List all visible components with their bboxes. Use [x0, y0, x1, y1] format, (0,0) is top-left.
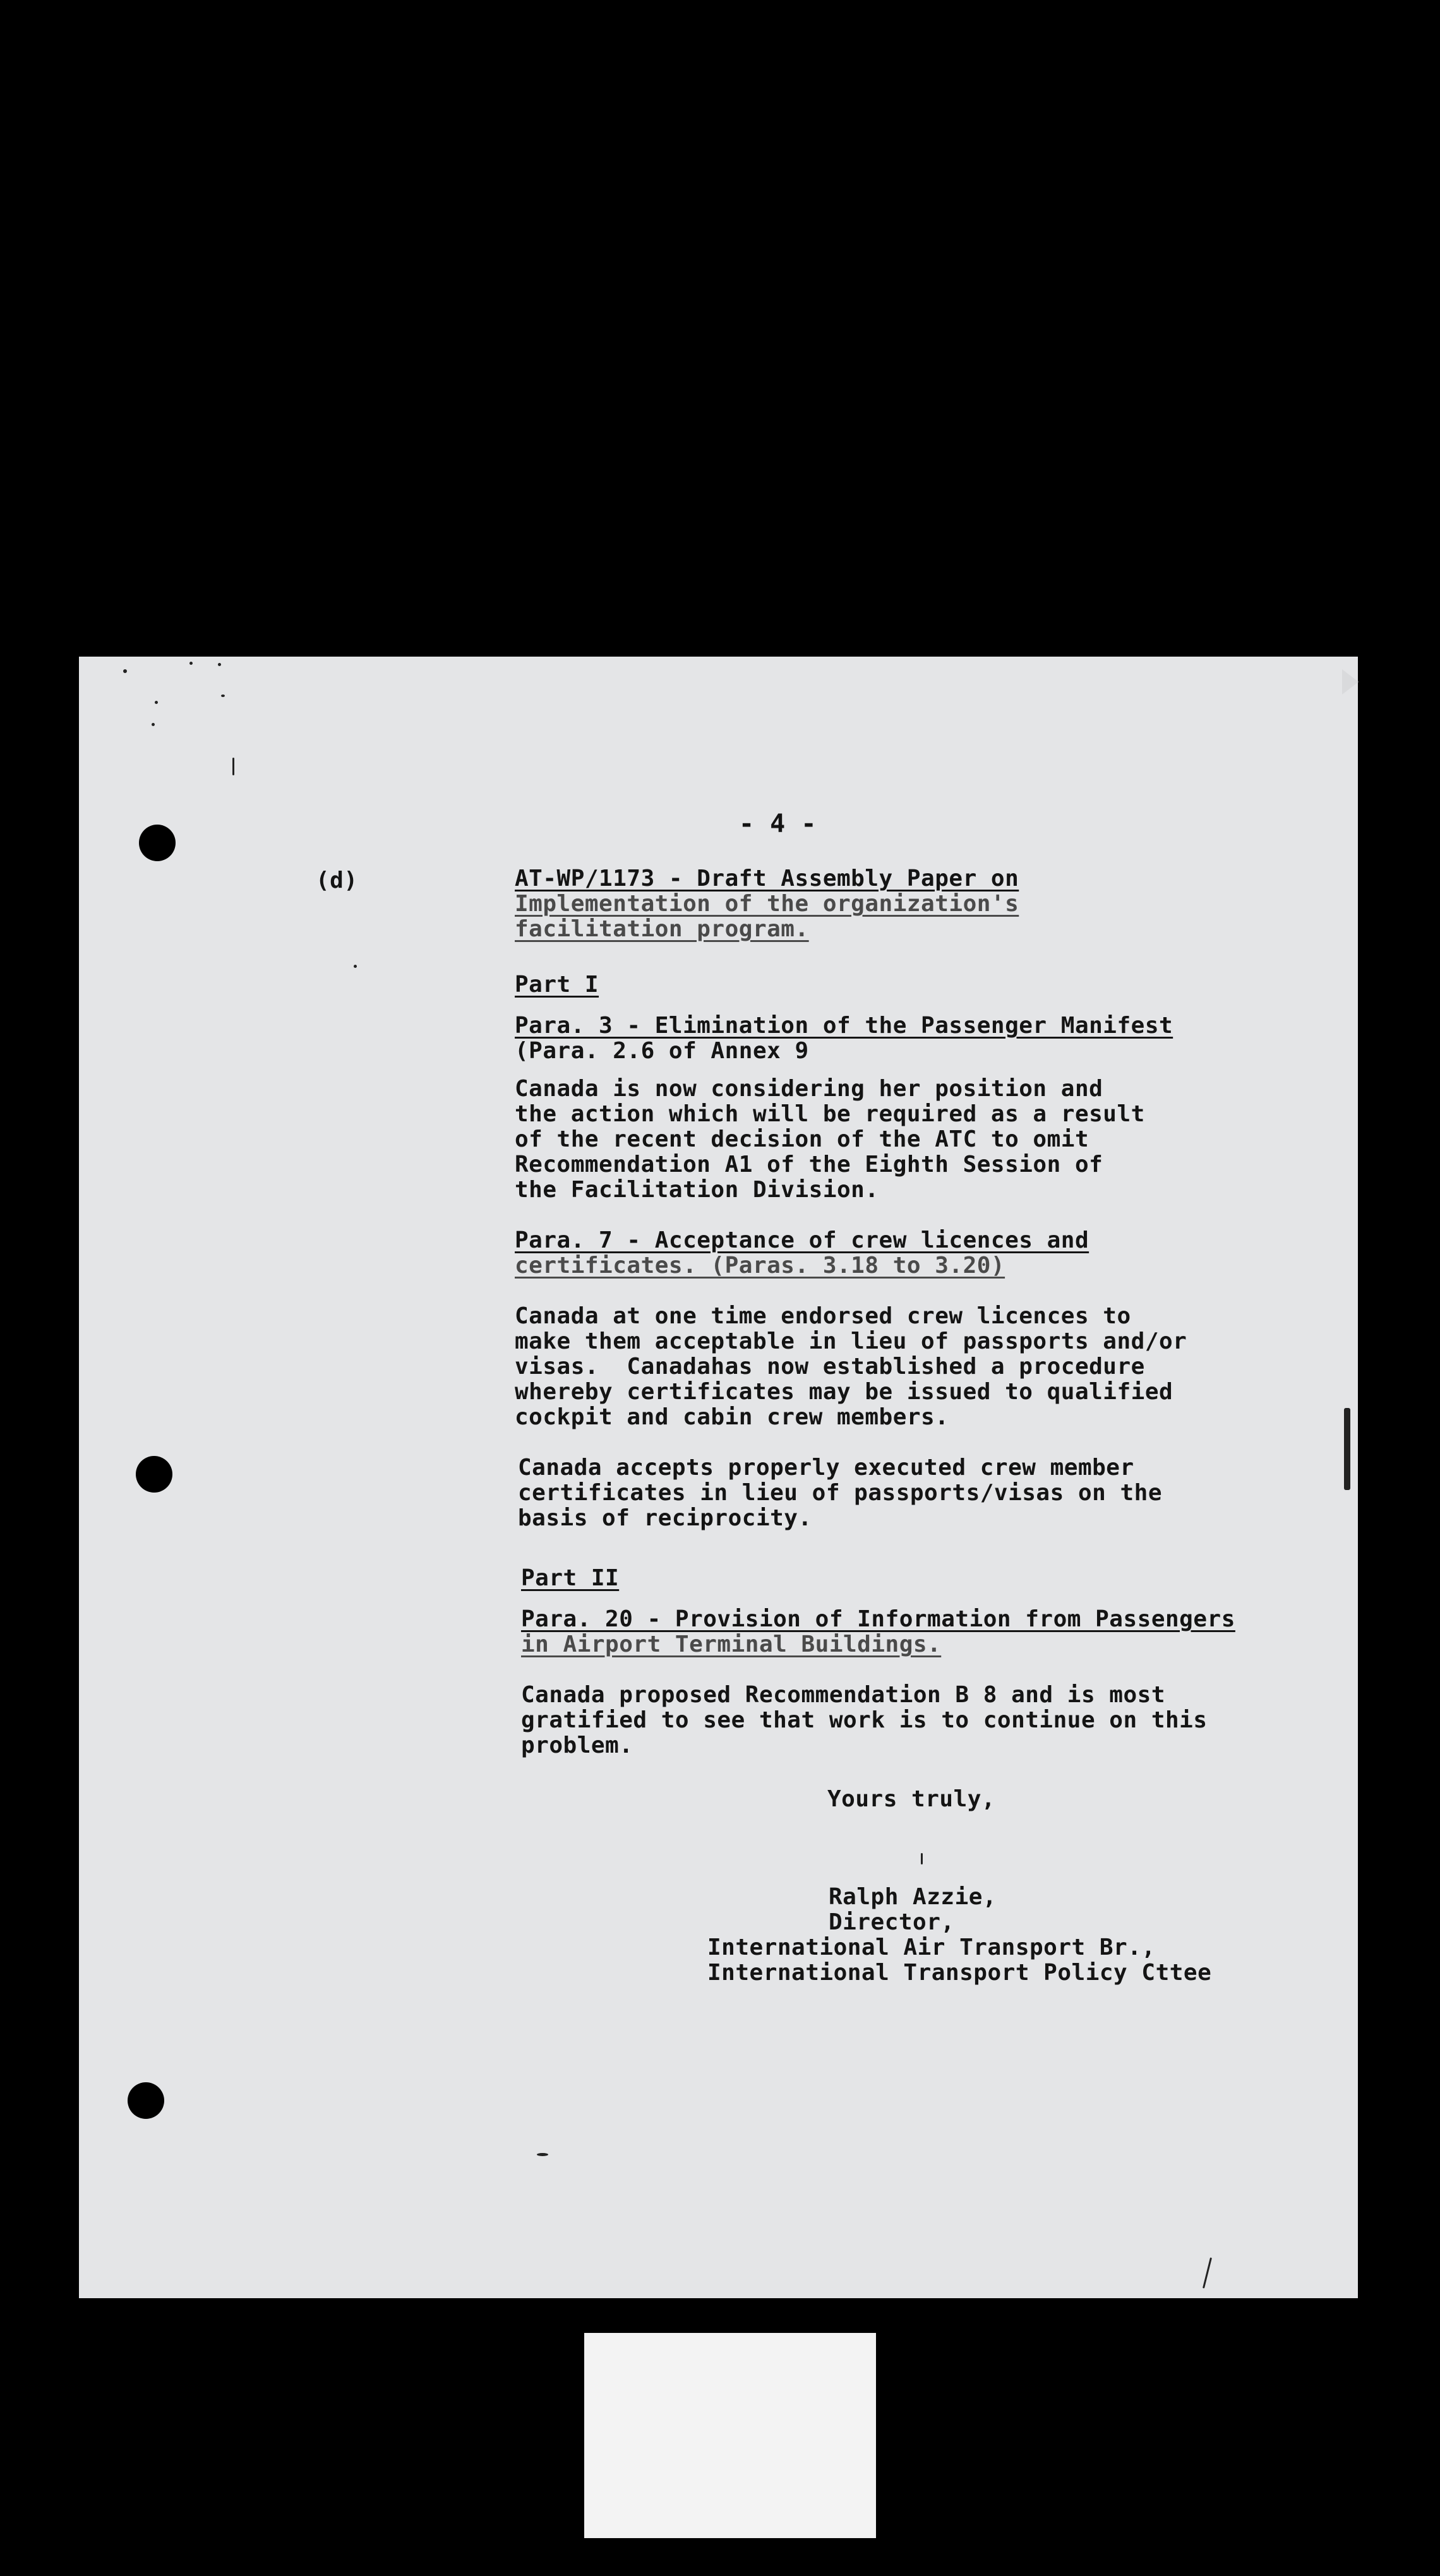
heading-line-3: facilitation program. — [515, 916, 809, 942]
heading-line-2: Implementation of the organization's — [515, 891, 1019, 917]
para-20-body-line: Canada proposed Recommendation B 8 and is most — [521, 1682, 1165, 1708]
para-3-title-text: Para. 3 - Elimination of the Passenger Manifest — [515, 1013, 1173, 1039]
paper-speck — [221, 695, 225, 697]
signer-name: Ralph Azzie, — [829, 1884, 997, 1910]
para-7-body-line: Canada at one time endorsed crew licences to — [515, 1303, 1131, 1329]
para-7-body-line: make them acceptable in lieu of passports and/or — [515, 1328, 1187, 1354]
signer-organization-line-1: International Air Transport Br., — [707, 1935, 1156, 1960]
paper-speck — [155, 701, 158, 704]
para-20-title-line-1: Para. 20 - Provision of Information from Passengers — [521, 1606, 1235, 1632]
paper-speck — [189, 662, 193, 665]
para-20-title-line-2: in Airport Terminal Buildings. — [521, 1631, 942, 1657]
para-7-body-line: Canada accepts properly executed crew member — [518, 1455, 1134, 1481]
para-7-body-line: basis of reciprocity. — [518, 1505, 812, 1531]
para-3-title — [515, 1013, 1173, 1039]
para-3-body-line: Recommendation A1 of the Eighth Session of — [515, 1152, 1103, 1178]
para-7-body-line: cockpit and cabin crew members. — [515, 1404, 949, 1430]
paper-speck — [232, 758, 234, 775]
part-2-heading: Part II — [521, 1565, 620, 1591]
paper-speck — [921, 1853, 923, 1864]
paper-speck — [152, 723, 155, 726]
para-7-body-line: certificates in lieu of passports/visas on the — [518, 1480, 1162, 1506]
page-corner-tab — [1342, 669, 1359, 695]
paper-edge-shadow — [1344, 1408, 1350, 1490]
para-7-title-line-1: Para. 7 - Acceptance of crew licences and — [515, 1227, 1089, 1253]
signer-title: Director, — [829, 1909, 955, 1935]
para-7-body-line: whereby certificates may be issued to qualified — [515, 1379, 1173, 1405]
punch-hole-middle — [136, 1456, 172, 1493]
para-7-title-line-2: certificates. (Paras. 3.18 to 3.20) — [515, 1253, 1005, 1279]
para-3-body-line: the Facilitation Division. — [515, 1177, 879, 1203]
part-1-heading: Part I — [515, 972, 599, 998]
para-7-body-line: visas. Canadahas now established a procedure — [515, 1354, 1145, 1380]
paper-speck — [537, 2153, 548, 2156]
item-label: (d) — [316, 868, 358, 893]
blank-paper-slip — [584, 2333, 876, 2538]
paper-speck — [123, 669, 127, 673]
para-20-body-line: problem. — [521, 1732, 633, 1758]
punch-hole-bottom — [128, 2082, 164, 2119]
paper-speck — [354, 965, 357, 968]
para-3-body-line: the action which will be required as a result — [515, 1101, 1145, 1127]
closing: Yours truly, — [827, 1786, 996, 1812]
page-number: - 4 - — [739, 809, 817, 838]
para-3-body-line: Canada is now considering her position and — [515, 1076, 1103, 1102]
para-3-reference: (Para. 2.6 of Annex 9 — [515, 1038, 809, 1064]
heading-line-1: AT-WP/1173 - Draft Assembly Paper on — [515, 866, 1019, 891]
signer-organization-line-2: International Transport Policy Cttee — [707, 1960, 1212, 1986]
punch-hole-top — [139, 825, 176, 861]
paper-speck — [218, 663, 221, 666]
para-20-body-line: gratified to see that work is to continue on this — [521, 1707, 1208, 1733]
para-3-body-line: of the recent decision of the ATC to omit — [515, 1126, 1089, 1152]
